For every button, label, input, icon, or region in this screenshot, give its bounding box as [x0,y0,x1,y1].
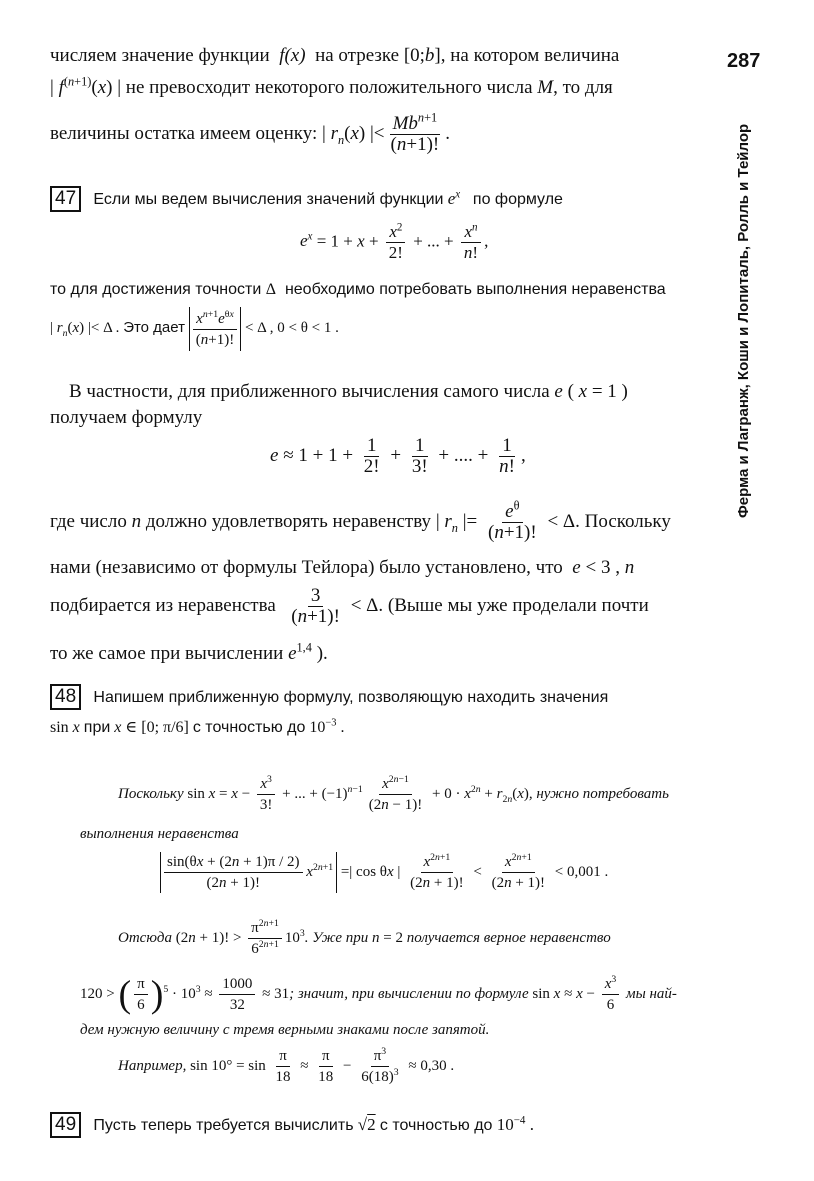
problem-47-line-1: 47 Если мы ведем вычисления значений функции $e^x$ по формуле [50,186,714,212]
math: f(x) [279,45,306,66]
problem-48-line-2: sin x при x ∈ [0; π/6] с точностью до $10^{-3}$ . [50,717,345,736]
text: величины остатка имеем оценку: [50,123,318,144]
text: с точностью до [192,719,306,736]
text: Напишем приближенную формулу, позволяющую находить значения [93,689,609,706]
page-number: 287 [727,50,761,72]
text: то для достижения точности [50,281,262,298]
text: дем нужную величину с тремя верными знаками после запятой. [80,1022,490,1038]
text: В частности, для приближенного вычисления самого числа [69,381,550,402]
text: мы най- [626,986,677,1002]
text: на отрезке [315,45,400,66]
solution-line-4: 120 > ( $\frac{\pi}{6}$ )$^5 \cdot 10^3$ ≈ $\frac{1000}{32}$ ≈ 31; значит, при вычислении по формуле sin x ≈ x − $\frac{x^3}{6}$ мы най- [80,973,677,1016]
text-line-3: величины остатка имеем оценку: | $r_n(x)$ |< $\frac{Mb^{n+1}}{(n+1)!}$ . [50,110,450,156]
text: Отсюда [118,930,172,946]
text: , нужно потребовать [528,786,669,802]
paragraph-particular-2 [50,406,714,430]
text: по формуле [472,191,563,208]
formula-exp-series: $e^x = 1 + x$ + $\frac{x^2}{2!}$ + ... + $\frac{x^n}{n!}$ , [300,221,489,262]
problem-48-line-1 [50,684,714,710]
problem-number-badge: 49 [50,1112,81,1138]
fraction: $\frac{Mb^{n+1}}{(n+1)!}$ [390,110,440,156]
text: не превосходит некоторого положительного числа [125,77,533,98]
text: необходимо потребовать выполнения неравенства [284,281,666,298]
text: Пусть теперь требуется вычислить [93,1117,354,1134]
text: с точностью до [379,1117,493,1134]
text: должно удовлетворять неравенству [145,511,432,532]
running-title: Ферма и Лагранж, Коши и Лопиталь, Ролль и Тейлор [735,123,752,518]
text: подбирается из неравенства [50,595,276,616]
text: выполнения неравенства [80,826,239,842]
math: [0;b] [403,45,441,66]
math: | $r_n(x)$ |< [322,123,385,147]
text: . Уже при [304,930,369,946]
text: нами (независимо от формулы Тейлора) было установлено, что [50,557,563,578]
paragraph-where: где число n должно удовлетворять неравенству | $r_n$ |= $\frac{e^\theta}{(n+1)!}$ < Δ. Поскольку [50,498,671,544]
solution-line-6: Например, sin 10° = sin $\frac{\pi}{18}$ ≈ $\frac{\pi}{18}$ − $\frac{\pi^3}{6(18)^3}$ ≈ 0,30 . [118,1046,455,1086]
solution-line-1: Поскольку sin x = x − $\frac{x^3}{3!}$ + ... + $(-1)^{n-1}$ $\frac{x^{2n-1}}{(2n - 1)!}$ + $0 \cdot x^{2n} + r_{2n}(x)$, нужно потребовать [118,774,669,814]
formula-remainder-estimate: $\frac{\sin(\theta x + (2n + 1)\pi / 2)}{(2n + 1)!}$ $x^{2n+1}$ =| cos θx | $\frac{x^{2n+1}}{(2n + 1)!}$ < $\frac{x^{2n+1}}{(2n + 1)!}$ < 0,001 . [160,852,608,893]
problem-47-line-2: то для достижения точности Δ необходимо потребовать выполнения неравенства [50,281,666,298]
paragraph-same: то же самое при вычислении $e^{1,4}$ ). [50,640,328,664]
paragraph-us: нами (независимо от формулы Тейлора) было установлено, что e < 3 , n [50,557,635,578]
text-line-2: | $f^{(n+1)}(x)$ | не превосходит некоторого положительного числа M, то для [50,74,613,98]
solution-line-3: Отсюда (2n + 1)! > $\frac{\pi^{2n+1}}{6^{2n+1}}$ $10^3$. Уже при n = 2 получается верное неравенство [118,918,611,958]
text: Если мы ведем вычисления значений функции [93,191,444,208]
text: получаем формулу [50,407,203,428]
paragraph-select: подбирается из неравенства $\frac{3}{(n+1)!}$ < Δ. (Выше мы уже проделали почти [50,585,649,628]
solution-line-5 [80,1018,744,1042]
text: . (Выше мы уже проделали почти [378,595,649,616]
text: Поскольку [118,786,184,802]
math: | $f^{(n+1)}(x)$ | [50,74,122,98]
formula-e-approx: e ≈ 1 + 1 + $\frac{1}{2!}$ + $\frac{1}{3!}$ + .... + $\frac{1}{n!}$ , [270,435,526,477]
text: , то для [553,77,613,98]
text: при [83,719,111,736]
problem-number-badge: 47 [50,186,81,212]
text: числяем значение функции [50,45,270,66]
text: . Поскольку [575,511,671,532]
solution-line-2 [80,822,744,846]
text: , на котором величина [440,45,620,66]
text: где число [50,511,127,532]
text: получается верное неравенство [406,930,611,946]
problem-47-line-3: | $r_n(x)$ |< Δ . Это дает $\frac{x^{n+1}e^{\theta x}}{(n+1)!}$ < Δ , 0 < θ < 1 . [50,306,714,351]
text-line-1 [50,44,714,68]
paragraph-particular-1: В частности, для приближенного вычисления самого числа e ( x = 1 ) [69,381,628,402]
problem-number-badge: 48 [50,684,81,710]
text: Например, [118,1058,187,1074]
text: ; значит, при вычислении по формуле [289,986,529,1002]
text: то же самое при вычислении [50,643,284,664]
problem-49-line-1: 49 Пусть теперь требуется вычислить √2 с точностью до $10^{-4}$ . [50,1112,714,1138]
text: Это дает [123,319,185,336]
